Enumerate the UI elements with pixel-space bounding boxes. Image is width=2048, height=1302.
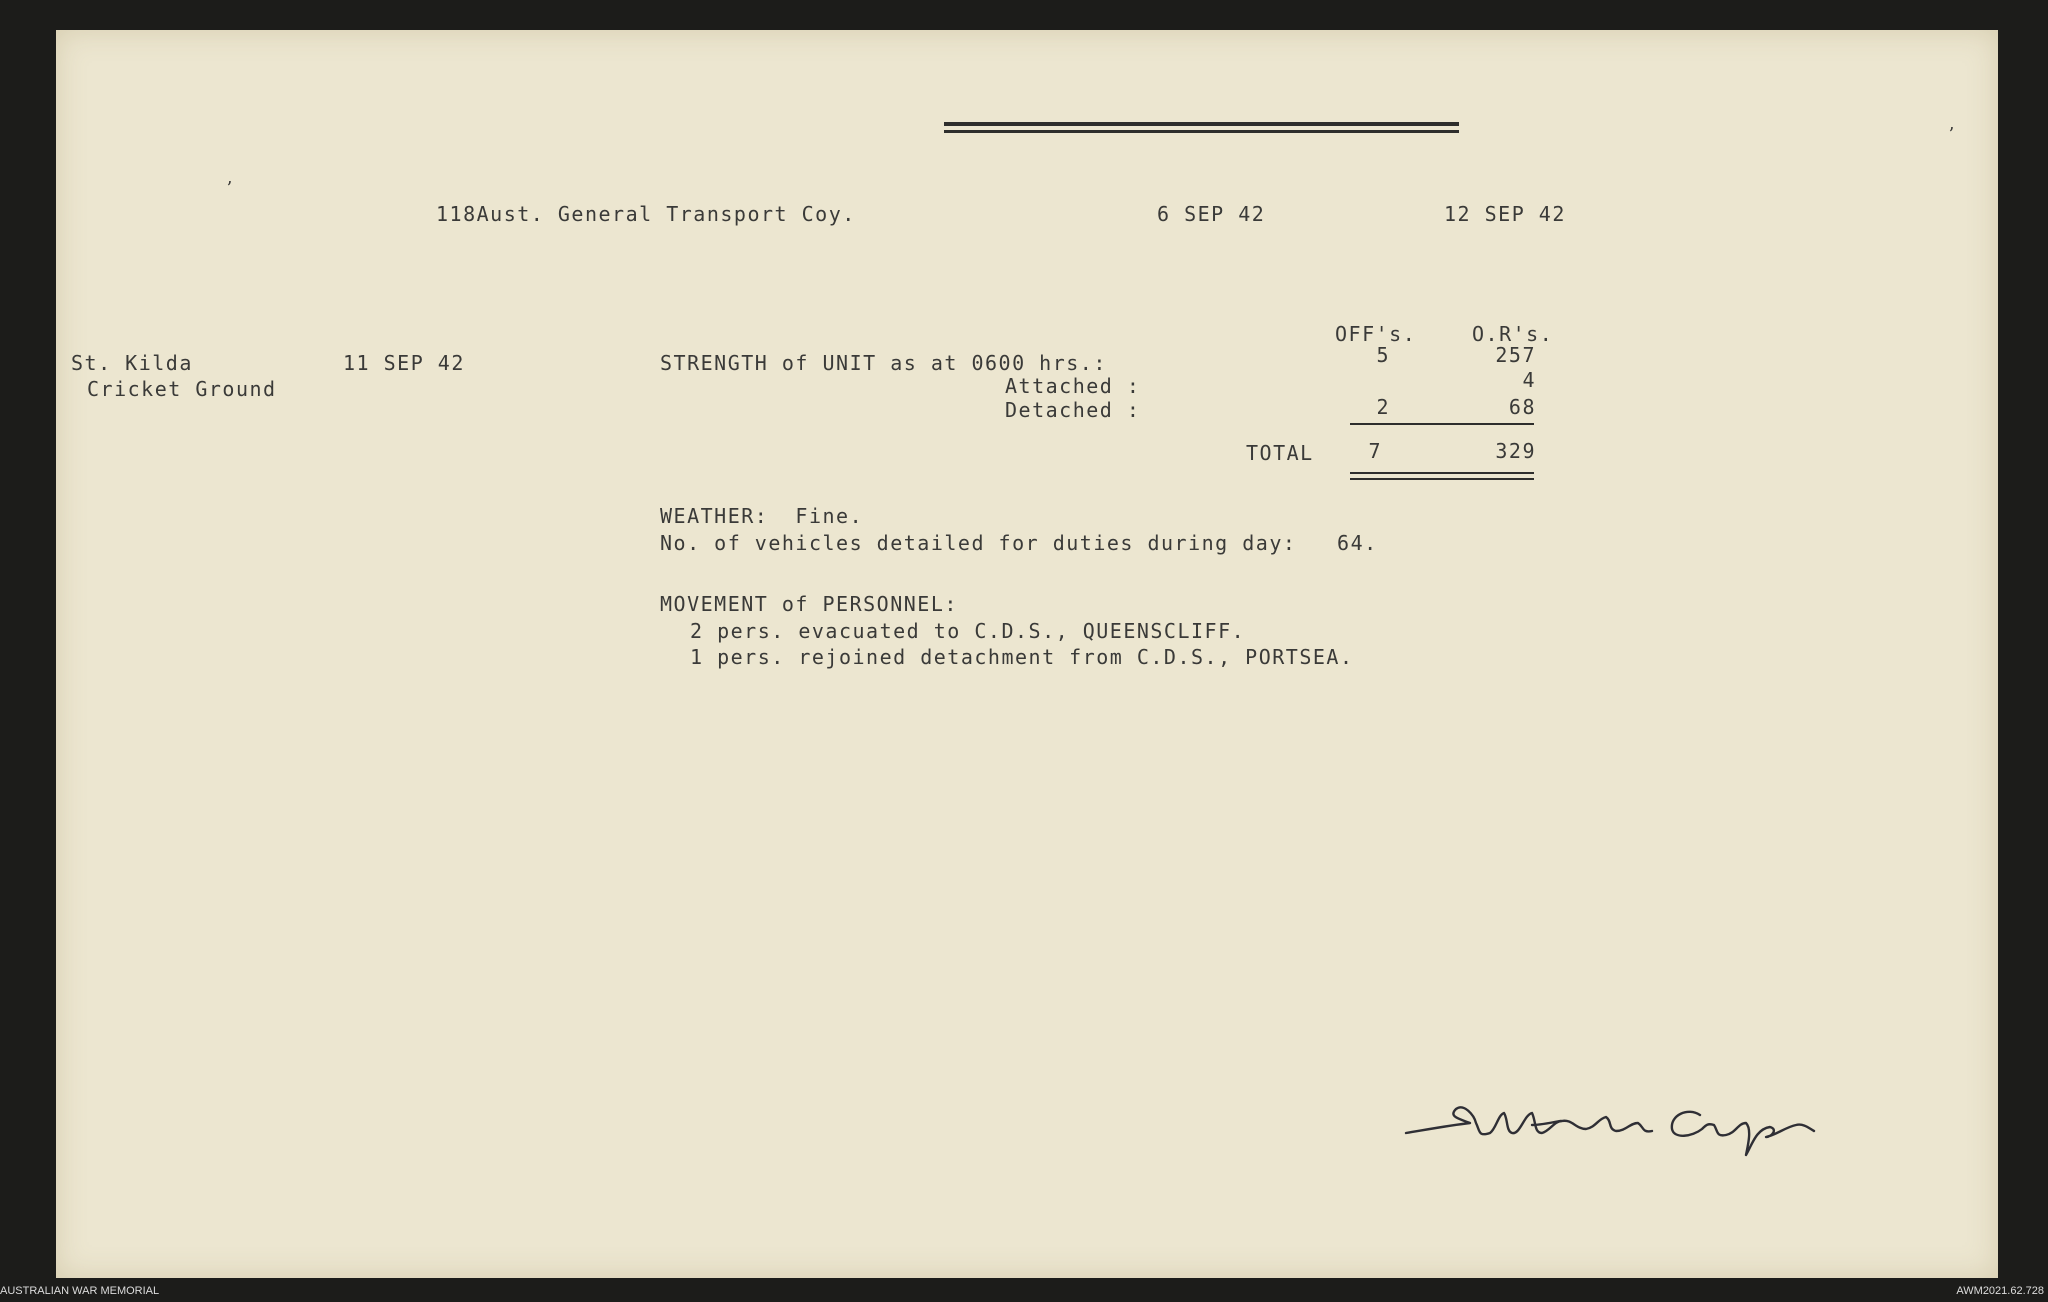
period-start-date: 6 SEP 42: [1157, 202, 1266, 226]
detached-offs: 2: [1376, 395, 1390, 419]
place-line-2: Cricket Ground: [87, 377, 277, 401]
header-rule-bottom: [944, 130, 1459, 133]
detached-label: Detached :: [1005, 398, 1141, 422]
total-offs: 7: [1368, 439, 1382, 463]
paper-mark-right: ʼ: [1948, 124, 1954, 145]
col-header-offs: OFF's.: [1335, 322, 1417, 346]
period-end-date: 12 SEP 42: [1444, 202, 1566, 226]
total-rule-top: [1350, 472, 1534, 474]
strength-label: STRENGTH of UNIT as at 0600 hrs.:: [660, 351, 1107, 375]
attached-ors: 4: [1522, 368, 1536, 392]
total-ors: 329: [1495, 439, 1536, 463]
footer-archive-name: AUSTRALIAN WAR MEMORIAL: [0, 1285, 160, 1297]
vehicles-line: No. of vehicles detailed for duties during day: 64.: [660, 531, 1378, 555]
movement-line-1: 2 pers. evacuated to C.D.S., QUEENSCLIFF.: [690, 619, 1246, 643]
footer-catalogue-number: AWM2021.62.728: [1956, 1285, 2044, 1297]
total-label: TOTAL: [1246, 441, 1314, 465]
detached-ors: 68: [1508, 395, 1536, 419]
movement-heading: MOVEMENT of PERSONNEL:: [660, 592, 958, 616]
place-line-1: St. Kilda: [71, 351, 193, 375]
movement-line-2: 1 pers. rejoined detachment from C.D.S., PORTSEA.: [690, 645, 1354, 669]
total-rule-bottom: [1350, 478, 1534, 480]
unit-name: 118Aust. General Transport Coy.: [436, 202, 856, 226]
attached-label: Attached :: [1005, 374, 1141, 398]
header-rule-top: [944, 122, 1459, 126]
paper-mark-left: ʼ: [226, 178, 232, 199]
subtotal-rule: [1350, 423, 1534, 425]
strength-ors: 257: [1495, 343, 1536, 367]
strength-offs: 5: [1376, 343, 1390, 367]
entry-date: 11 SEP 42: [343, 351, 465, 375]
handwritten-signature: [1400, 1085, 1920, 1165]
col-header-ors: O.R's.: [1472, 322, 1554, 346]
weather-line: WEATHER: Fine.: [660, 504, 864, 528]
